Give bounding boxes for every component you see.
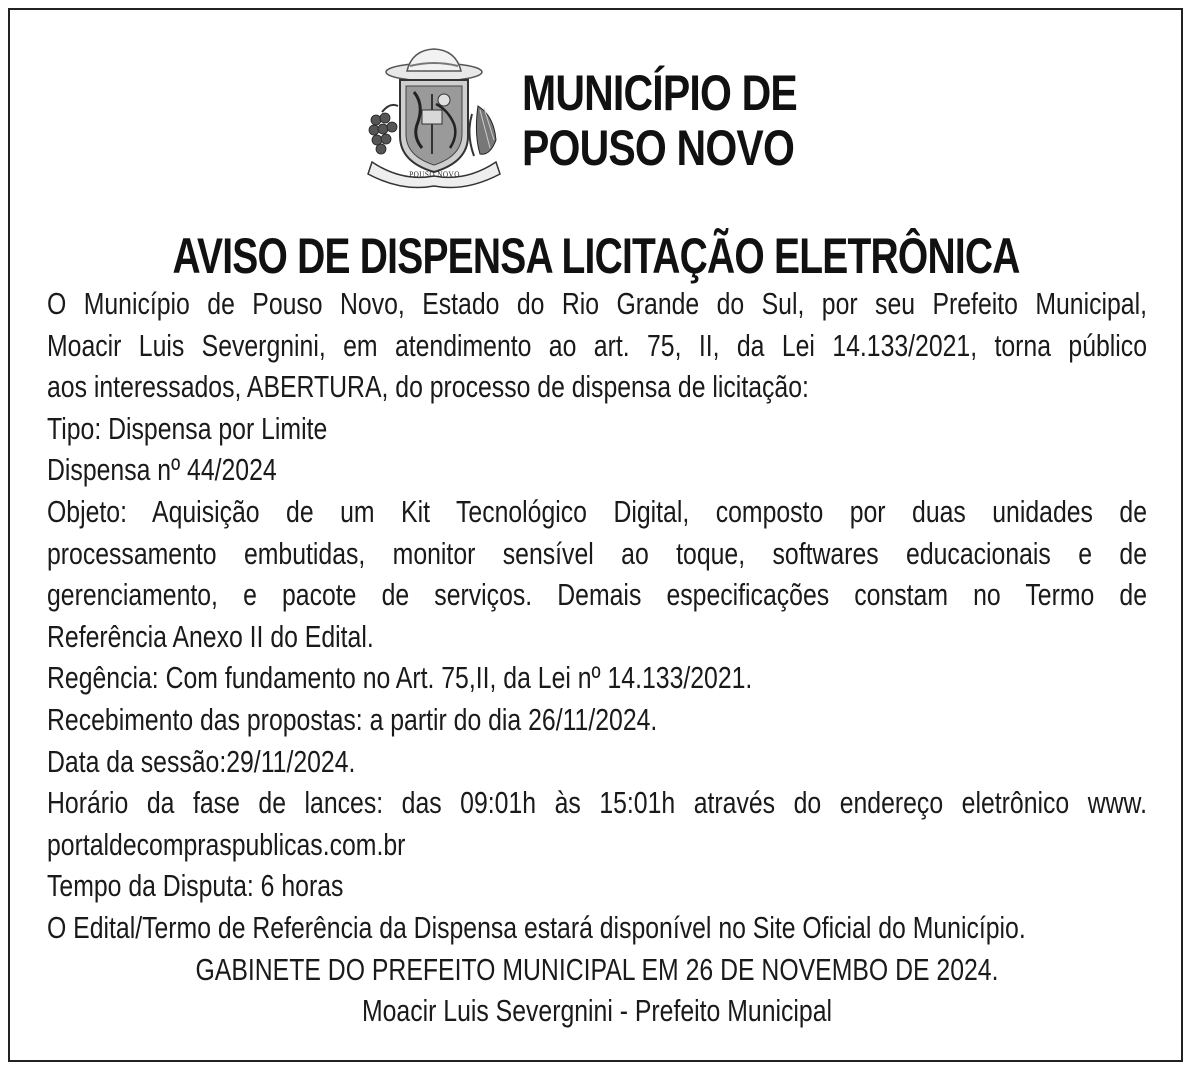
horario-line-1: Horário da fase de lances: das 09:01h às 15:01h através do endereço eletrônico www. xyxy=(47,785,1147,821)
intro-line-1: O Município de Pouso Novo, Estado do Rio Grande do Sul, por seu Prefeito Municipal, xyxy=(47,286,1147,321)
municipality-title xyxy=(522,66,797,176)
objeto-line-1: Objeto: Aquisição de um Kit Tecnológico Digital, composto por duas unidades de xyxy=(47,493,1147,529)
municipality-title-line1: MUNICÍPIO DE xyxy=(522,65,797,121)
regencia-line: Regência: Com fundamento no Art. 75,II, da Lei nº 14.133/2021. xyxy=(47,660,753,696)
gabinete-line: GABINETE DO PREFEITO MUNICIPAL EM 26 DE NOVEMBO DE 2024. xyxy=(195,951,999,987)
header xyxy=(362,44,842,194)
dispensa-number: Dispensa nº 44/2024 xyxy=(47,452,277,488)
tipo-line: Tipo: Dispensa por Limite xyxy=(47,410,328,446)
coat-of-arms-emblem xyxy=(362,44,507,192)
objeto-line-3: gerenciamento, e pacote de serviços. Demais especificações constam no Termo de xyxy=(47,577,1147,613)
notice-body xyxy=(47,283,1147,1032)
objeto-line-4: Referência Anexo II do Edital. xyxy=(47,618,374,654)
tempo-line: Tempo da Disputa: 6 horas xyxy=(47,868,344,904)
horario-line-2: portaldecompraspublicas.com.br xyxy=(47,826,406,862)
notice-title xyxy=(0,227,1193,285)
edital-line: O Edital/Termo de Referência da Dispensa estará disponível no Site Oficial do Município. xyxy=(47,909,1026,945)
signature-line: Moacir Luis Severgnini - Prefeito Municipal xyxy=(361,993,833,1029)
intro-line-2: Moacir Luis Severgnini, em atendimento ao art. 75, II, da Lei 14.133/2021, torna público xyxy=(47,327,1147,363)
recebimento-line: Recebimento das propostas: a partir do dia 26/11/2024. xyxy=(47,701,658,737)
notice-title-text: AVISO DE DISPENSA LICITAÇÃO ELETRÔNICA xyxy=(172,228,1021,284)
municipality-title-line2: POUSO NOVO xyxy=(522,120,795,176)
intro-line-3: aos interessados, ABERTURA, do processo de dispensa de licitação: xyxy=(47,369,809,405)
crest-banner-text: POUSO NOVO xyxy=(409,170,460,179)
data-sessao-line: Data da sessão:29/11/2024. xyxy=(47,743,356,779)
objeto-line-2: processamento embutidas, monitor sensível ao toque, softwares educacionais e de xyxy=(47,535,1147,571)
